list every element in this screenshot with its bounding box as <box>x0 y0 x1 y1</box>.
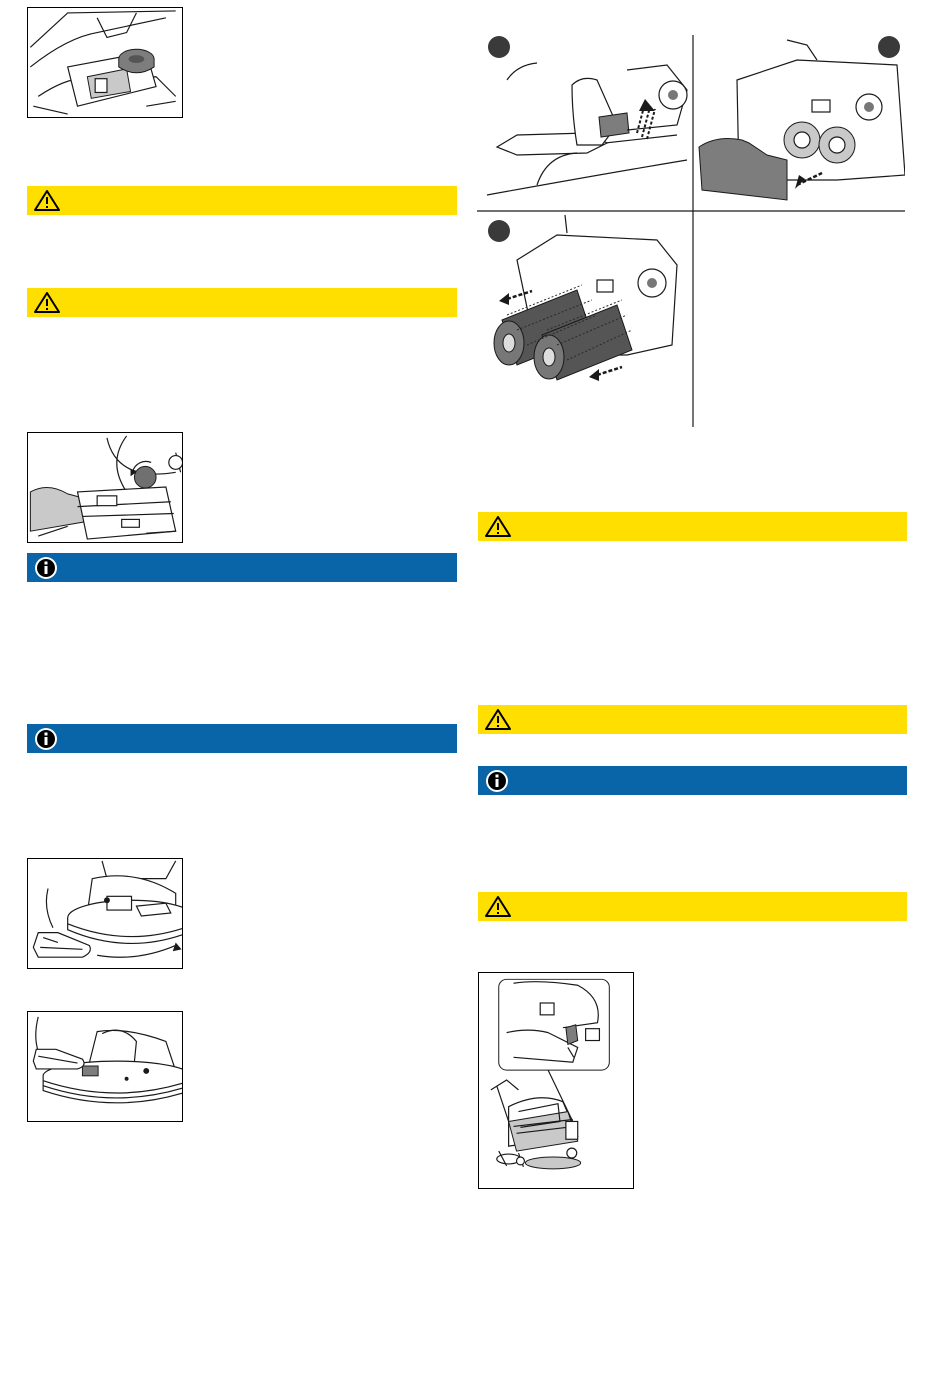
foot-pedal-rotate-figure <box>27 858 183 969</box>
info-notice-bar <box>27 724 457 753</box>
warning-notice-bar <box>478 705 907 734</box>
cylindrical-brush-removal-figure <box>477 35 905 427</box>
info-circle-icon <box>33 555 59 581</box>
machine-overview-illustration <box>479 973 633 1188</box>
info-circle-icon <box>484 768 510 794</box>
brush-release-knob-illustration <box>28 433 182 542</box>
brush-housing-illustration <box>28 8 182 117</box>
warning-notice-bar <box>27 288 457 317</box>
warning-triangle-icon <box>33 188 61 212</box>
foot-pedal-rotate-illustration <box>28 859 182 968</box>
warning-triangle-icon <box>484 894 512 918</box>
warning-notice-bar <box>478 892 907 921</box>
cylindrical-brush-removal-illustration <box>477 35 905 427</box>
machine-overview-figure <box>478 972 634 1189</box>
info-notice-bar <box>478 766 907 795</box>
brush-housing-figure <box>27 7 183 118</box>
foot-pedal-lower-figure <box>27 1011 183 1122</box>
warning-triangle-icon <box>484 514 512 538</box>
warning-notice-bar <box>27 186 457 215</box>
warning-triangle-icon <box>484 707 512 731</box>
brush-release-knob-figure <box>27 432 183 543</box>
info-circle-icon <box>33 726 59 752</box>
warning-notice-bar <box>478 512 907 541</box>
info-notice-bar <box>27 553 457 582</box>
foot-pedal-lower-illustration <box>28 1012 182 1121</box>
warning-triangle-icon <box>33 290 61 314</box>
